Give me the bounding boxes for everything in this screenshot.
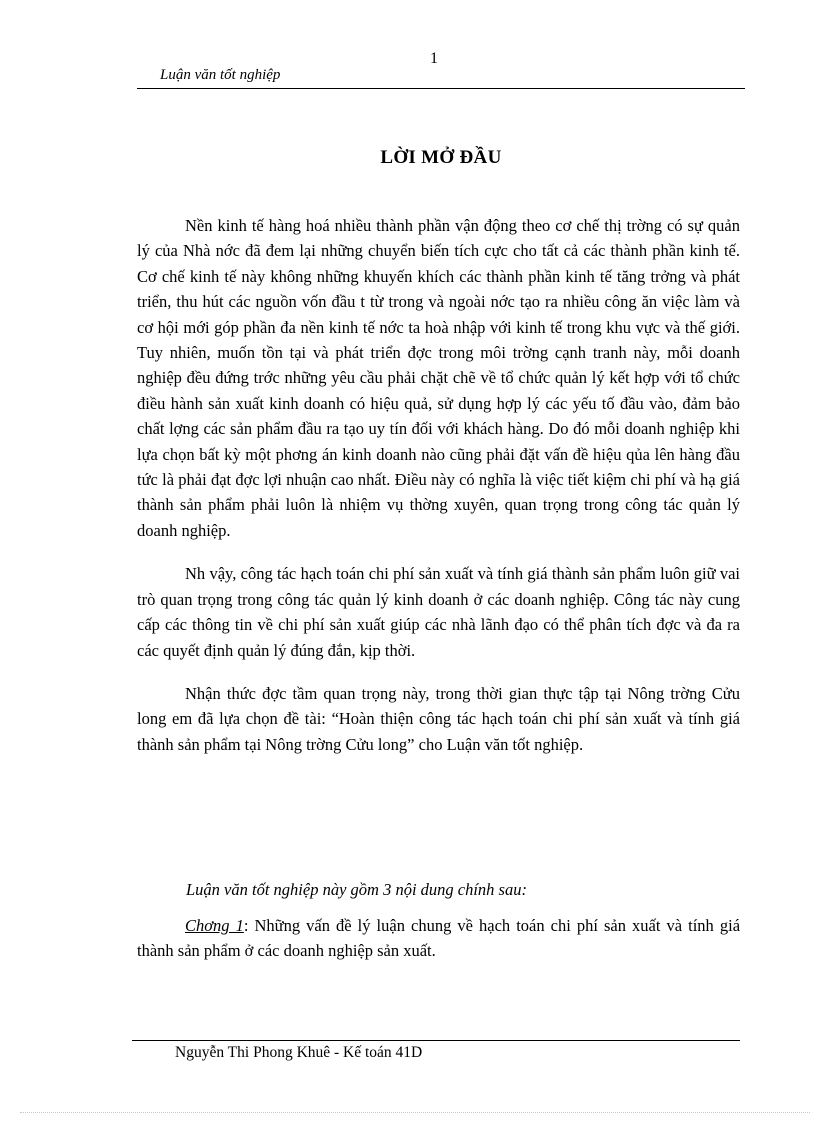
footer-author: Nguyễn Thi Phong Khuê - Kế toán 41D [175,1044,423,1061]
body-text [137,213,740,757]
paragraph-1: Nền kinh tế hàng hoá nhiều thành phần vận động theo cơ chế thị trờng có sự quản lý của Nhà nớc đã đem lại những chuyển biến tích cực cho tất cả các thành phần kinh tế. Cơ chế kinh tế này không những khuyến khích các thành phần kinh tế tăng trởng và phát triển, thu hút các nguồn vốn đầu t từ trong và ngoài nớc tạo ra nhiều công ăn việc làm và cơ hội mới góp phần đa nền kinh tế nớc ta hoà nhập với kinh tế trong khu vực và thế giới. Tuy nhiên, muốn tồn tại và phát triển đợc trong môi trờng cạnh tranh này, mỗi doanh nghiệp đều đứng trớc những yêu cầu phải chặt chẽ về tổ chức quản lý kết hợp với tổ chức điều hành sản xuất kinh doanh có hiệu quả, sử dụng hợp lý các yếu tố đầu vào, đảm bảo chất lợng các sản phẩm đầu ra tạo uy tín đối với khách hàng. Do đó mỗi doanh nghiệp khi lựa chọn bất kỳ một phơng án kinh doanh nào cũng phải đặt vấn đề hiệu qủa lên hàng đầu tức là phải đạt đợc lợi nhuận cao nhất. Điều này có nghĩa là việc tiết kiệm chi phí và hạ giá thành sản phẩm phải luôn là nhiệm vụ thờng xuyên, quan trọng trong công tác quản lý doanh nghiệp. [137,216,740,540]
page-bottom-border [20,1112,810,1113]
page-number: 1 [430,50,438,67]
chapter-1-label: Chơng 1 [185,916,244,935]
footer-divider [132,1040,740,1041]
section-heading: LỜI MỞ ĐẦU [380,147,502,168]
chapter-1-description: : Những vấn đề lý luận chung về hạch toán chi phí sản xuất và tính giá thành sản phẩm ở các doanh nghiệp sản xuất. [137,916,741,961]
header-divider [137,88,745,89]
chapter-1-entry [137,913,740,964]
paragraph-3: Nhận thức đợc tầm quan trọng này, trong thời gian thực tập tại Nông trờng Cửu long em đã lựa chọn đề tài: “Hoàn thiện công tác hạch toán chi phí sản xuất và tính giá thành sản phẩm tại Nông trờng Cửu long” cho Luận văn tốt nghiệp. [137,683,740,754]
running-header-title: Luận văn tốt nghiệp [160,67,281,83]
paragraph-2: Nh vậy, công tác hạch toán chi phí sản xuất và tính giá thành sản phẩm luôn giữ vai trò quan trọng trong công tác quản lý kinh doanh ở các doanh nghiệp. Công tác này cung cấp các thông tin về chi phí sản xuất giúp các nhà lãnh đạo có thể phân tích đợc và đa ra các quyết định quản lý đúng đắn, kịp thời. [137,564,740,660]
contents-intro: Luận văn tốt nghiệp này gồm 3 nội dung chính sau: [186,880,527,899]
